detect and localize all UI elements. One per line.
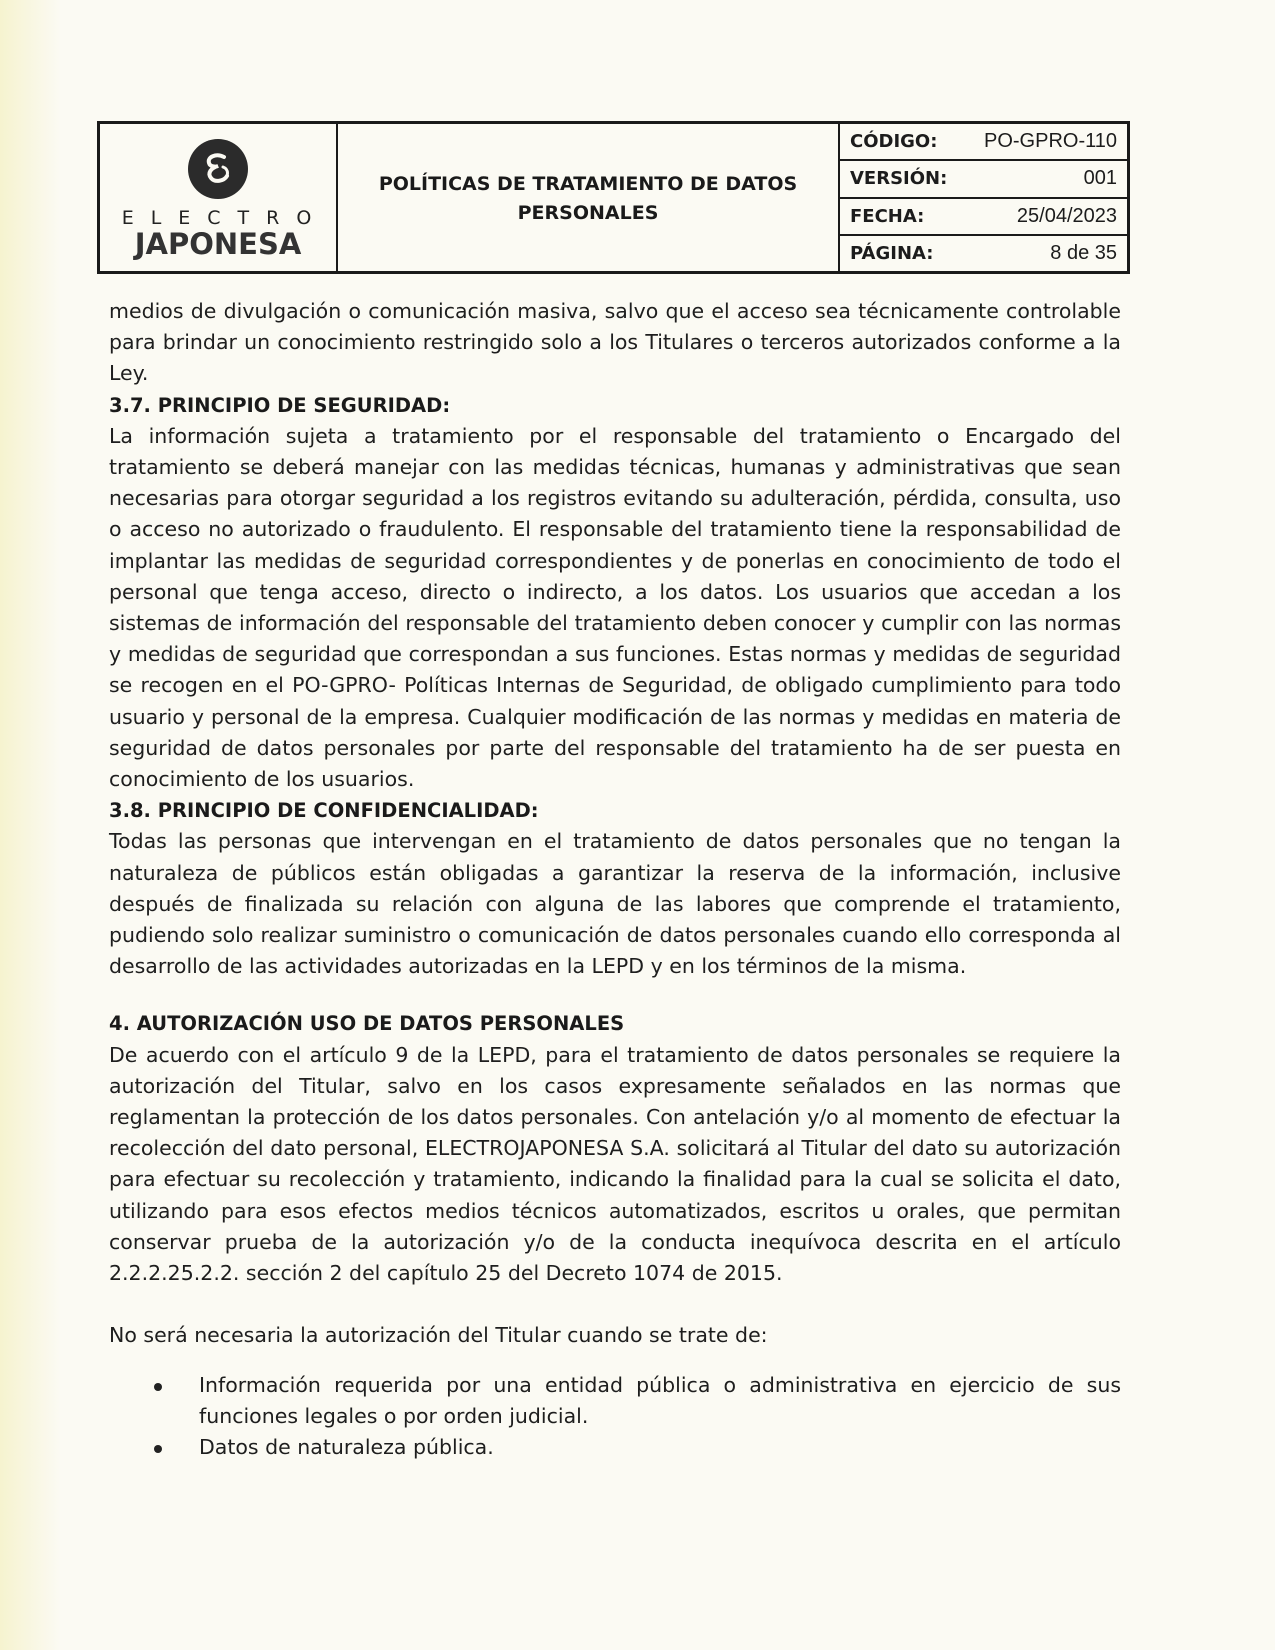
meta-label: CÓDIGO: <box>850 131 938 153</box>
bullet-icon <box>154 1445 162 1453</box>
meta-row-code <box>840 124 1127 161</box>
exceptions-list <box>109 1370 1121 1464</box>
section-3-7-paragraph: La información sujeta a tratamiento por el responsable del tratamiento o Encargado del tratamiento se deberá manejar con las medidas técnicas, humanas y administrativas que sean necesarias para otorgar seguridad a los registros evitando su adulteración, pérdida, consulta, uso o acceso no autorizado o fraudulento. El responsable del tratamiento tiene la responsabilidad de implantar las medidas de seguridad correspondientes y de ponerlas en conocimiento de todo el personal que tenga acceso, directo o indirecto, a los datos. Los usuarios que accedan a los sistemas de información del responsable del tratamiento deben conocer y cumplir con las normas y medidas de seguridad que correspondan a sus funciones. Estas normas y medidas de seguridad se recogen en el PO-GPRO- Políticas Internas de Seguridad, de obligado cumplimiento para todo usuario y personal de la empresa. Cualquier modificación de las normas y medidas en materia de seguridad de datos personales por parte del responsable del tratamiento ha de ser puesta en conocimiento de los usuarios. <box>109 423 1121 792</box>
title-cell <box>338 124 840 271</box>
meta-value: 001 <box>1083 167 1117 190</box>
scan-edge-tint <box>0 0 60 1650</box>
meta-value: PO-GPRO-110 <box>984 130 1117 153</box>
company-logo-icon <box>188 139 248 199</box>
logo-text-bottom: JAPONESA <box>134 226 302 261</box>
section-3-8-heading: 3.8. PRINCIPIO DE CONFIDENCIALIDAD: <box>109 799 539 823</box>
section-3-8-paragraph: Todas las personas que intervengan en el tratamiento de datos personales que no tengan la naturaleza de públicos están obligadas a garantizar la reserva de la información, inclusive después de finalizada su relación con alguna de las labores que comprende el tratamiento, pudiendo solo realizar suministro o comunicación de datos personales cuando ello corresponda al desarrollo de las actividades autorizadas en la LEPD y en los términos de la misma. <box>109 829 1121 979</box>
list-item <box>109 1432 1121 1463</box>
exceptions-intro: No será necesaria la autorización del Titular cuando se trate de: <box>109 1323 768 1348</box>
meta-label: PÁGINA: <box>850 242 934 264</box>
document-header-table <box>97 121 1130 274</box>
section-4-heading: 4. AUTORIZACIÓN USO DE DATOS PERSONALES <box>109 1012 625 1036</box>
intro-paragraph: medios de divulgación o comunicación masiva, salvo que el acceso sea técnicamente controlable para brindar un conocimiento restringido solo a los Titulares o terceros autorizados conforme a la Ley. <box>109 299 1121 386</box>
meta-row-page <box>840 236 1127 271</box>
bullet-icon <box>154 1383 162 1391</box>
meta-label: VERSIÓN: <box>850 168 948 190</box>
list-item <box>109 1370 1121 1432</box>
metadata-cell <box>840 124 1127 271</box>
meta-value: 8 de 35 <box>1050 241 1117 264</box>
logo-text-top: ELECTRO <box>121 206 329 229</box>
meta-value: 25/04/2023 <box>1016 204 1117 227</box>
document-body <box>109 296 1121 1463</box>
section-3-7-heading: 3.7. PRINCIPIO DE SEGURIDAD: <box>109 393 451 417</box>
meta-row-version <box>840 161 1127 198</box>
meta-label: FECHA: <box>850 205 925 227</box>
logo-cell <box>100 124 338 271</box>
list-item-text: Información requerida por una entidad pública o administrativa en ejercicio de sus funciones legales o por orden judicial. <box>199 1372 1121 1428</box>
paragraph-gap <box>109 1289 1121 1320</box>
meta-row-date <box>840 199 1127 236</box>
document-title: POLÍTICAS DE TRATAMIENTO DE DATOS PERSONALES <box>378 172 798 224</box>
section-4-paragraph: De acuerdo con el artículo 9 de la LEPD, para el tratamiento de datos personales se requiere la autorización del Titular, salvo en los casos expresamente señalados en las normas que reglamentan la protección de los datos personales. Con antelación y/o al momento de efectuar la recolección del dato personal, ELECTROJAPONESA S.A. solicitará al Titular del dato su autorización para efectuar su recolección y tratamiento, indicando la finalidad para la cual se solicita el dato, utilizando para esos efectos medios técnicos automatizados, escritos u orales, que permitan conservar prueba de la autorización y/o de la conducta inequívoca descrita en el artículo 2.2.2.25.2.2. sección 2 del capítulo 25 del Decreto 1074 de 2015. <box>109 1042 1121 1286</box>
list-item-text: Datos de naturaleza pública. <box>199 1434 494 1459</box>
